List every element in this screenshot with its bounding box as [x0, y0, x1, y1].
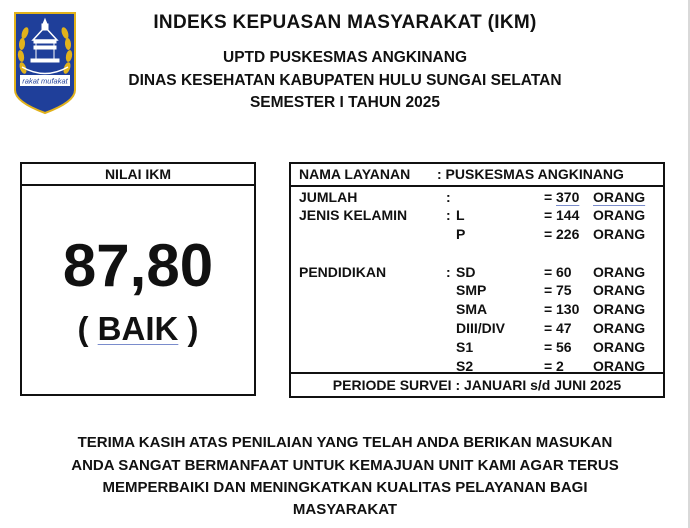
service-label: NAMA LAYANAN: [299, 166, 411, 182]
row-sublabel: P: [456, 226, 466, 242]
table-row: [291, 188, 663, 206]
row-equals: =: [544, 264, 553, 280]
respondent-info-box: [289, 162, 665, 398]
department-name: DINAS KESEHATAN KABUPATEN HULU SUNGAI SELATAN: [128, 72, 562, 89]
svg-text:rakat mufakat: rakat mufakat: [22, 76, 68, 86]
row-label: JENIS KELAMIN: [299, 207, 408, 223]
regency-emblem-logo: [12, 10, 78, 116]
row-equals: =: [544, 282, 553, 298]
ikm-score-box: [20, 162, 256, 396]
row-count: 144: [556, 207, 580, 223]
row-label: JUMLAH: [299, 189, 358, 205]
row-unit: ORANG: [593, 264, 646, 280]
row-count: 370: [556, 189, 580, 205]
row-equals: =: [544, 207, 553, 223]
footer-line-2: ANDA SANGAT BERMANFAAT UNTUK KEMAJUAN UNIT KAMI AGAR TERUS: [71, 457, 619, 474]
grade-close-paren: ): [187, 310, 199, 347]
row-count: 226: [556, 226, 580, 242]
row-count: 130: [556, 301, 580, 317]
row-sublabel: L: [456, 207, 465, 223]
row-sublabel: SMP: [456, 282, 487, 298]
grade-word: BAIK: [97, 310, 179, 347]
row-equals: =: [544, 226, 553, 242]
row-sublabel: S1: [456, 339, 474, 355]
survey-period: PERIODE SURVEI : JANUARI s/d JUNI 2025: [291, 372, 663, 396]
row-unit: ORANG: [593, 207, 646, 223]
ikm-value: 87,80: [62, 232, 214, 299]
row-sublabel: S2: [456, 358, 474, 374]
table-row: [291, 225, 663, 243]
semester-label: SEMESTER I TAHUN 2025: [249, 94, 441, 111]
row-count: 56: [556, 339, 572, 355]
row-sublabel: DIII/DIV: [456, 320, 506, 336]
row-equals: =: [544, 358, 553, 374]
table-row: [291, 281, 663, 299]
row-count: 60: [556, 264, 572, 280]
row-colon: :: [446, 189, 451, 205]
row-count: 75: [556, 282, 572, 298]
row-unit: ORANG: [593, 189, 646, 205]
row-unit: ORANG: [593, 339, 646, 355]
table-row: [291, 300, 663, 318]
row-count: 2: [556, 358, 564, 374]
row-colon: :: [446, 207, 451, 223]
footer-line-3: MEMPERBAIKI DAN MENINGKATKAN KUALITAS PELAYANAN BAGI: [102, 479, 588, 496]
table-row: [291, 319, 663, 337]
row-equals: =: [544, 320, 553, 336]
row-sublabel: SMA: [456, 301, 488, 317]
row-count: 47: [556, 320, 572, 336]
footer-line-4: MASYARAKAT: [292, 501, 398, 518]
row-unit: ORANG: [593, 226, 646, 242]
table-row: [291, 338, 663, 356]
page-title: INDEKS KEPUASAN MASYARAKAT (IKM): [153, 12, 537, 33]
grade-open-paren: (: [77, 310, 89, 347]
row-equals: =: [544, 301, 553, 317]
row-sublabel: SD: [456, 264, 476, 280]
row-unit: ORANG: [593, 301, 646, 317]
ikm-grade: [22, 309, 254, 349]
row-unit: ORANG: [593, 358, 646, 374]
table-row: [291, 263, 663, 281]
row-unit: ORANG: [593, 282, 646, 298]
row-equals: =: [544, 189, 553, 205]
footer-line-1: TERIMA KASIH ATAS PENILAIAN YANG TELAH ANDA BERIKAN MASUKAN: [77, 434, 613, 451]
service-name: : PUSKESMAS ANGKINANG: [437, 166, 624, 182]
row-unit: ORANG: [593, 320, 646, 336]
ikm-heading: NILAI IKM: [22, 164, 254, 186]
service-header: [291, 164, 663, 187]
table-row: [291, 206, 663, 224]
row-label: PENDIDIKAN: [299, 264, 387, 280]
row-equals: =: [544, 339, 553, 355]
row-colon: :: [446, 264, 451, 280]
unit-name: UPTD PUSKESMAS ANGKINANG: [223, 49, 467, 66]
